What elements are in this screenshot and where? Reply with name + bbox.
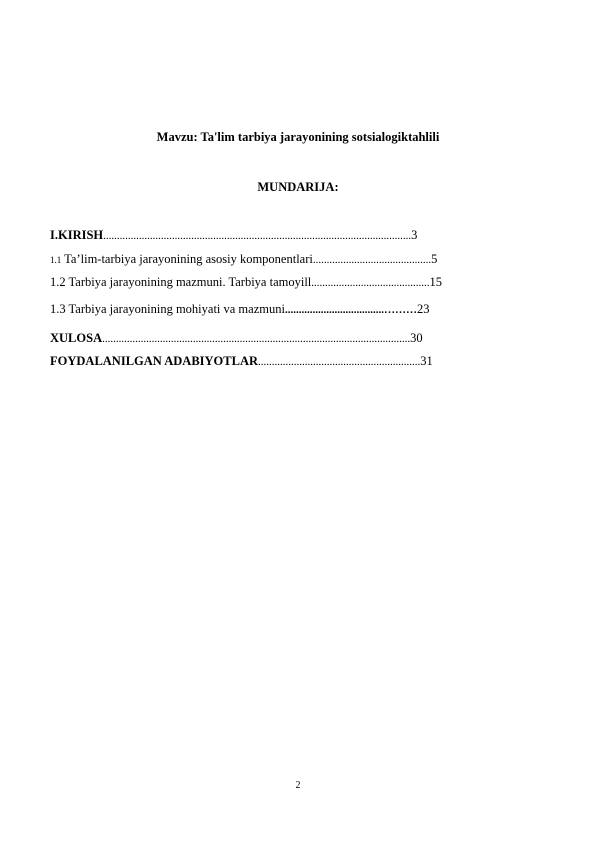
toc-entry-page: 23 <box>416 302 430 316</box>
toc-entry-leader: ................................................................................................................ <box>102 333 411 345</box>
toc-entry-page: 31 <box>420 354 433 368</box>
toc-entry-label: I.KIRISH <box>50 228 104 242</box>
toc-entry-page: 15 <box>429 275 443 289</box>
toc-entry-kirish[interactable] <box>50 227 417 244</box>
toc-entry-1-2[interactable] <box>50 274 442 291</box>
toc-entry-label: 1.2 Tarbiya jarayonining mazmuni. Tarbiya tamoyill <box>50 275 312 289</box>
toc-entry-leader: ........................................... <box>312 254 432 266</box>
toc-entry-adabiyotlar[interactable] <box>50 353 433 370</box>
toc-entry-number: 1.1 <box>50 255 62 265</box>
page-number: 2 <box>295 780 301 791</box>
toc-entry-page: 5 <box>431 252 438 266</box>
toc-entry-1-3[interactable] <box>50 301 429 318</box>
toc-entry-label: 1.3 Tarbiya jarayonining mohiyati va mazmuni <box>50 302 285 316</box>
toc-entry-1-1[interactable] <box>50 251 437 268</box>
toc-entry-page: 30 <box>410 331 423 345</box>
toc-entry-label: XULOSA <box>50 331 103 345</box>
toc-entry-leader: ........................................................... <box>258 356 421 368</box>
toc-entry-page: 3 <box>411 228 418 242</box>
toc-entry-leader: ....................................……… <box>284 304 417 316</box>
toc-entry-xulosa[interactable] <box>50 330 423 347</box>
toc-entry-label: FOYDALANILGAN ADABIYOTLAR <box>50 354 259 368</box>
toc-heading: MUNDARIJA: <box>257 180 339 194</box>
toc-entry-leader: ........................................... <box>311 277 430 289</box>
document-title: Mavzu: Ta'lim tarbiya jarayonining sotsialogiktahlili <box>156 130 440 144</box>
toc-entry-label: Ta’lim-tarbiya jarayonining asosiy komponentlari <box>61 252 313 266</box>
toc-entry-leader: ................................................................................................................ <box>103 230 412 242</box>
